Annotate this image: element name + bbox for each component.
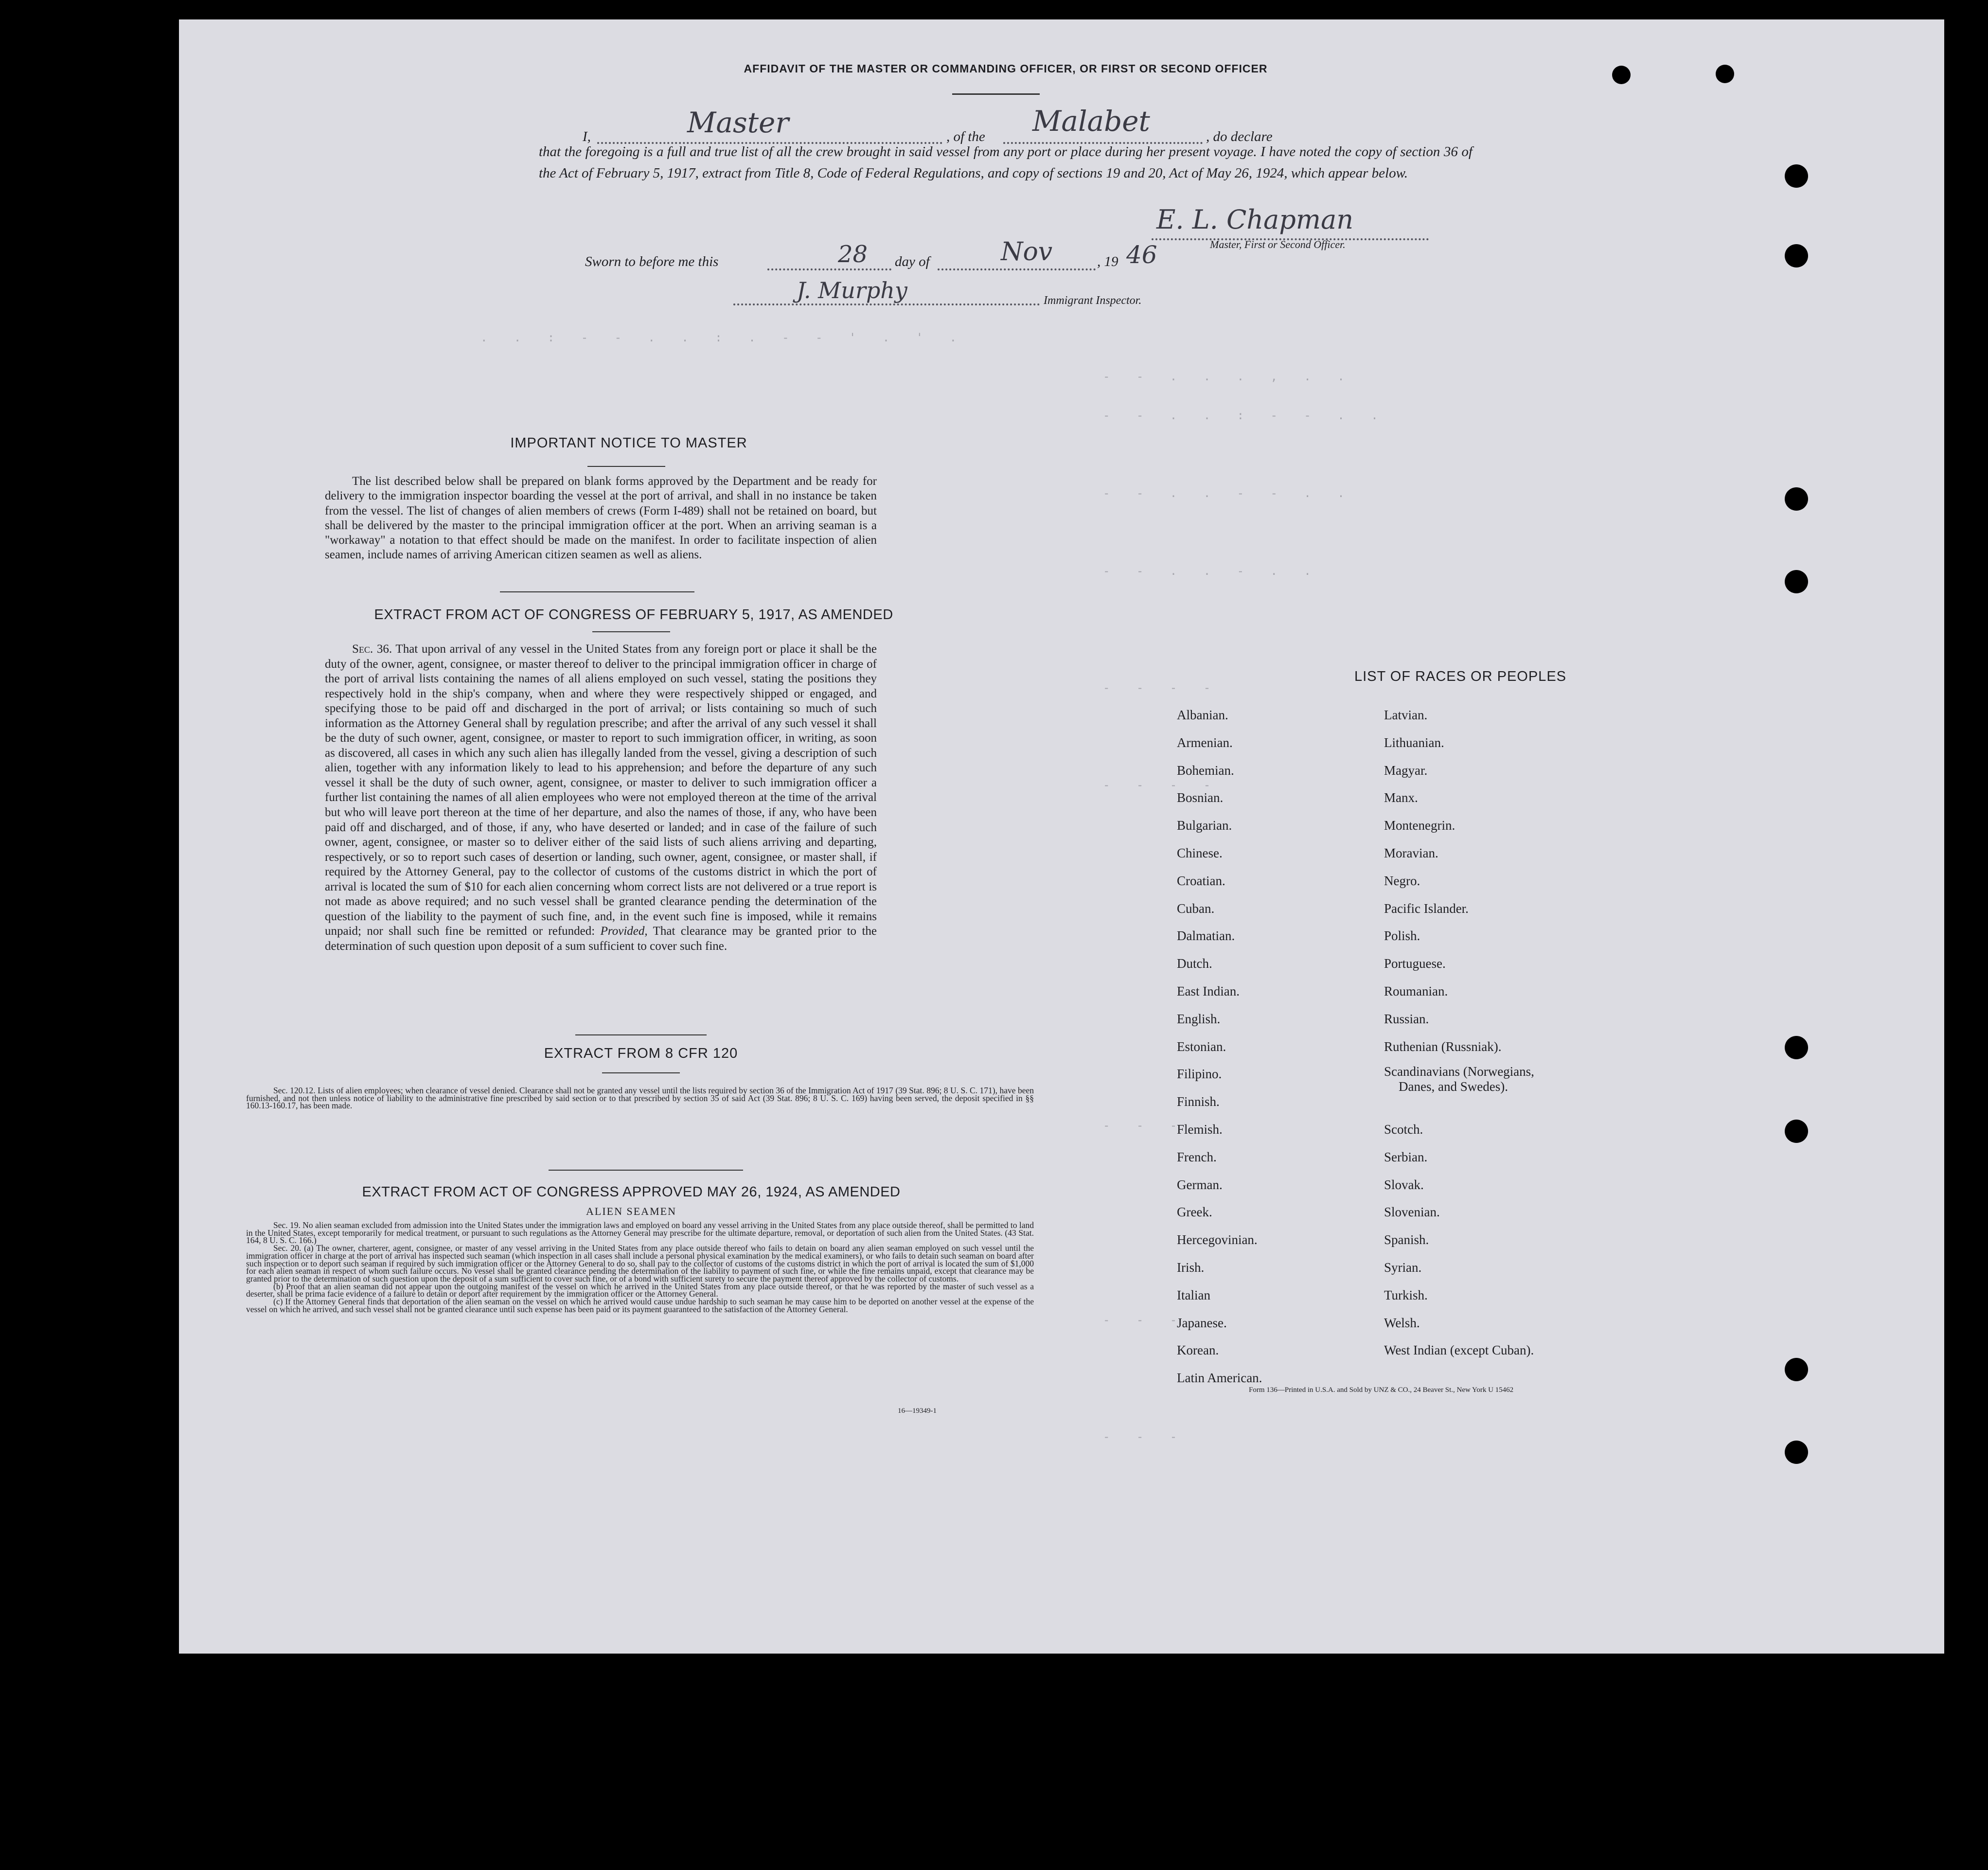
- punch-hole: [1785, 1036, 1808, 1059]
- races-title: LIST OF RACES OR PEOPLES: [1354, 669, 1567, 684]
- of-the-label: , of the: [946, 129, 985, 144]
- race-entry: Ruthenian (Russniak).: [1384, 1039, 1502, 1054]
- extract-1924-title: EXTRACT FROM ACT OF CONGRESS APPROVED MAY 26, 1924, AS AMENDED: [362, 1184, 901, 1200]
- proviso-label: Provided,: [600, 925, 648, 938]
- race-entry: Magyar.: [1384, 763, 1428, 778]
- race-entry: Polish.: [1384, 928, 1420, 944]
- race-entry: English.: [1177, 1011, 1221, 1026]
- race-entry: Bulgarian.: [1177, 818, 1232, 833]
- punch-hole: [1785, 1358, 1808, 1381]
- bleed-through-marks: - - . . - - . .: [1103, 486, 1354, 500]
- race-entry: Scandinavians (Norwegians,: [1384, 1064, 1534, 1079]
- race-entry: Slovenian.: [1384, 1205, 1440, 1220]
- race-entry-scandinavians: [1384, 1060, 1534, 1116]
- race-entry: Armenian.: [1177, 735, 1233, 750]
- notice-body: The list described below shall be prepared on blank forms approved by the Department and be ready for delivery to the immigration inspector boarding the vessel at the port of arrival, and shall in no instance be taken from the vessel. The list of changes of alien members of crews (Form I-489) shall not be retained on board, but shall be delivered by the master to the principal immigration officer at the port. When an arriving seaman is a "workaway" a notation to that effect should be made on the manifest. In order to facilitate inspection of alien seamen, include names of arriving American citizen seamen as well as aliens.: [325, 475, 877, 562]
- race-entry: Hercegovinian.: [1177, 1232, 1258, 1247]
- bleed-through-marks: - - . . : - - . .: [1103, 409, 1388, 422]
- proviso-text: That clearance may be granted prior to the determination of such question upon deposit of a sum sufficient to cover such fine.: [325, 925, 877, 953]
- race-entry: East Indian.: [1177, 983, 1240, 998]
- bleed-through-marks: - - -: [1103, 1430, 1187, 1443]
- race-entry: Flemish.: [1177, 1122, 1223, 1137]
- race-entry: Moravian.: [1384, 845, 1438, 860]
- notice-title: IMPORTANT NOTICE TO MASTER: [510, 435, 747, 451]
- affidavit-heading: AFFIDAVIT OF THE MASTER OR COMMANDING OFFICER, OR FIRST OR SECOND OFFICER: [744, 62, 1268, 75]
- race-entry: Scotch.: [1384, 1122, 1423, 1137]
- extract-1924-body: [246, 1222, 1034, 1313]
- bleed-through-marks: - - . . . , . .: [1103, 370, 1354, 383]
- sworn-day-handwritten: 28: [838, 241, 868, 268]
- race-entry: Albanian.: [1177, 708, 1228, 722]
- master-name-handwritten: Master: [687, 106, 789, 139]
- race-entry: Roumanian.: [1384, 983, 1448, 998]
- race-entry: Turkish.: [1384, 1287, 1428, 1302]
- race-entry: Latin American.: [1177, 1371, 1262, 1386]
- race-entry: Negro.: [1384, 873, 1420, 888]
- race-entry: German.: [1177, 1177, 1223, 1192]
- race-entry: Dutch.: [1177, 956, 1212, 971]
- heading-rule: [952, 93, 1040, 95]
- signature-caption: Master, First or Second Officer.: [1210, 238, 1346, 250]
- race-entry: Serbian.: [1384, 1149, 1428, 1164]
- race-entry: Syrian.: [1384, 1260, 1422, 1275]
- race-entry: Portuguese.: [1384, 956, 1446, 971]
- race-entry: French.: [1177, 1149, 1217, 1164]
- sec-20c-text: (c) If the Attorney General finds that deportation of the alien seaman on the vessel on which he arrived would cause undue hardship to such seaman he may cause him to be deported on another vessel at the expense of the vessel on which he arrived, and such vessel shall not be granted clearance until such expense has been paid or its payment guaranteed to the satisfaction of the Attorney General.: [246, 1297, 1034, 1314]
- race-entry: Lithuanian.: [1384, 735, 1444, 750]
- punch-hole: [1716, 65, 1734, 83]
- inspector-caption: Immigrant Inspector.: [1044, 294, 1142, 307]
- race-entry: Estonian.: [1177, 1039, 1226, 1054]
- race-entry: Montenegrin.: [1384, 818, 1456, 833]
- race-entry: Finnish.: [1177, 1094, 1220, 1109]
- extract-1917-rule: [592, 631, 670, 632]
- signature-handwritten: E. L. Chapman: [1156, 204, 1353, 235]
- document-sheet: [179, 19, 1944, 1654]
- sworn-day-field: [767, 252, 891, 270]
- extract-1924-subtitle: ALIEN SEAMEN: [586, 1205, 676, 1217]
- sec-19-text: Sec. 19. No alien seaman excluded from admission into the United States under the immigration laws and employed on board any vessel arriving in the United States from any place outside thereof, shall be permitted to land in the United States, except temporarily for medical treatment, or pursuant to such regulations as the Attorney General may prescribe for the ultimate departure, removal, or deportation of such alien from the United States. (43 Stat. 164, 8 U. S. C. 166.): [246, 1220, 1034, 1246]
- extract-cfr-title: EXTRACT FROM 8 CFR 120: [544, 1046, 738, 1061]
- bleed-through-marks: - - -: [1103, 1313, 1187, 1327]
- bleed-through-marks: . . : - - . . : . - - ' . ' .: [480, 331, 967, 344]
- sec-20a-text: Sec. 20. (a) The owner, charterer, agent, consignee, or master of any vessel arriving in the United States from any place outside thereof who fails to detain on board any alien seaman employed on such vessel until the immigration officer in charge at the port of arrival has inspected such seaman (which inspection in all cases shall include a personal physical examination by the medical examiners), or who fails to detain such seaman on board after such inspection or to deport such seaman if required by such immigration officer or the Attorney General to do so, shall pay to the collector of customs of the customs district in which the port of arrival is located the sum of $1,000 for each alien seaman in respect of whom such failure occurs. No vessel shall be granted clearance pending the determination of the liability to payment of such fine, or while the fine remains unpaid, except that clearance may be granted prior to the determination of such question upon the deposit of a sum sufficient to cover such fine, or of a bond with sufficient surety to secure the payment thereof approved by the collector of customs.: [246, 1243, 1034, 1283]
- race-entry: Chinese.: [1177, 845, 1223, 860]
- sworn-year-handwritten: 46: [1126, 241, 1157, 269]
- race-entry: Manx.: [1384, 790, 1418, 805]
- punch-hole: [1785, 570, 1808, 593]
- race-entry: Greek.: [1177, 1205, 1212, 1220]
- races-right-column: [1384, 701, 1534, 1364]
- extract-cfr-body: Sec. 120.12. Lists of alien employees; when clearance of vessel denied. Clearance shall not be granted any vessel until the lists required by section 36 of the Immigration Act of 1917 (39 Stat. 896; 8 U. S. C. 171), have been furnished, and not then unless notice of liability to the administrative fine prescribed by said section or to that prescribed by section 35 of said Act (39 Stat. 896; 8 U. S. C. 169) having been served, the deposit specified in §§ 160.13-160.17, has been made.: [246, 1086, 1034, 1111]
- punch-hole: [1785, 164, 1808, 188]
- punch-hole: [1785, 1120, 1808, 1143]
- i-label: I,: [583, 129, 591, 144]
- section-rule: [549, 1170, 743, 1171]
- sec-36-label: Sec. 36.: [352, 642, 392, 656]
- sworn-month-handwritten: Nov: [1001, 237, 1053, 267]
- race-entry: Dalmatian.: [1177, 928, 1235, 944]
- sec-36-text: That upon arrival of any vessel in the United States from any foreign port or place it shall be the duty of the owner, agent, consignee, or master thereof to deliver to the principal immigration officer in charge of the port of arrival lists containing the names of all aliens employed on such vessel, stating the positions they respectively hold in the ship's company, when and where they were respectively shipped or engaged, and specifying those to be paid off and discharged in the port of arrival; or lists containing so much of such information as the Attorney General shall by regulation prescribe; and after the arrival of any such vessel it shall be the duty of such owner, agent, consignee, or master to report to such immigration officer, in writing, as soon as discovered, all cases in which any such alien has illegally landed from the vessel, giving a description of such alien, together with any information likely to lead to his apprehension; and before the departure of any such vessel it shall be the duty of such owner, agent, consignee, or master to deliver to such immigration officer a further list containing the names of all alien employees who were not employed thereon at the time of the arrival but who will leave port thereon at the time of her departure, and also the names of those, if any, who have been paid off and discharged, and of those, if any, who have deserted or landed; and in case of the failure of such owner, agent, consignee, or master so to deliver either of the said lists of such aliens arriving and departing, respectively, or so to report such cases of desertion or landing, such owner, agent, consignee, or master shall, if required by the Attorney General, pay to the collector of customs of the customs district in which the port of arrival is located the sum of $10 for each alien concerning whom correct lists are not delivered or a true report is not made as above required; and no such vessel shall be granted clearance pending the determination of the question of the liability to the payment of such fine, and, in the event such fine is imposed, while it remains unpaid; nor shall such fine be remitted or refunded:: [325, 642, 877, 938]
- section-rule: [575, 1034, 707, 1035]
- race-entry: Bosnian.: [1177, 790, 1224, 805]
- races-left-column: [1177, 701, 1262, 1392]
- sec-20b-text: (b) Proof that an alien seaman did not appear upon the outgoing manifest of the vessel on which he arrived in the United States from any place outside thereof, or that he was reported by the master of such vessel as a deserter, shall be prima facie evidence of a failure to detain or deport after requirement by the immigration officer or the Attorney General.: [246, 1281, 1034, 1299]
- race-entry: Japanese.: [1177, 1315, 1227, 1330]
- punch-hole: [1612, 66, 1631, 84]
- race-entry: Danes, and Swedes).: [1399, 1079, 1508, 1094]
- race-entry: Italian: [1177, 1287, 1210, 1302]
- race-entry: Spanish.: [1384, 1232, 1429, 1247]
- vessel-name-handwritten: Malabet: [1032, 105, 1150, 138]
- extract-1917-title: EXTRACT FROM ACT OF CONGRESS OF FEBRUARY 5, 1917, AS AMENDED: [374, 607, 893, 623]
- day-of-label: day of: [895, 254, 930, 269]
- race-entry: Filipino.: [1177, 1067, 1222, 1082]
- sworn-label: Sworn to before me this: [585, 254, 719, 269]
- section-rule: [500, 591, 694, 592]
- race-entry: Slovak.: [1384, 1177, 1424, 1192]
- race-entry: West Indian (except Cuban).: [1384, 1343, 1534, 1358]
- race-entry: Pacific Islander.: [1384, 901, 1469, 916]
- race-entry: Irish.: [1177, 1260, 1205, 1275]
- bleed-through-marks: - - - -: [1103, 681, 1221, 695]
- race-entry: Russian.: [1384, 1011, 1429, 1026]
- bleed-through-marks: - - - -: [1103, 778, 1221, 792]
- form-footer-note: Form 136—Printed in U.S.A. and Sold by UNZ & CO., 24 Beaver St., New York U 15462: [1249, 1386, 1514, 1394]
- affidavit-body: that the foregoing is a full and true list of all the crew brought in said vessel from any port or place during her present voyage. I have noted the copy of section 36 of the Act of February 5, 1917, extract from Title 8, Code of Federal Regulations, and copy of sections 19 and 20, Act of May 26, 1924, which appear below.: [539, 144, 1473, 181]
- do-declare-label: , do declare: [1206, 129, 1273, 144]
- race-entry: Bohemian.: [1177, 763, 1234, 778]
- punch-hole: [1785, 1441, 1808, 1464]
- year-prefix: , 19: [1097, 254, 1118, 269]
- punch-hole: [1785, 244, 1808, 267]
- race-entry: Croatian.: [1177, 873, 1225, 888]
- race-entry: Korean.: [1177, 1343, 1219, 1358]
- punch-hole: [1785, 487, 1808, 511]
- notice-rule: [587, 466, 665, 467]
- bleed-through-marks: - - -: [1103, 1119, 1187, 1132]
- extract-cfr-rule: [602, 1072, 680, 1073]
- race-entry: Cuban.: [1177, 901, 1215, 916]
- race-entry: Welsh.: [1384, 1315, 1420, 1330]
- inspector-signature-handwritten: J. Murphy: [797, 277, 907, 303]
- print-code: 16—19349-1: [898, 1407, 937, 1415]
- extract-1917-body: [325, 642, 877, 954]
- bleed-through-marks: - - . . - . .: [1103, 564, 1321, 578]
- race-entry: Latvian.: [1384, 708, 1428, 722]
